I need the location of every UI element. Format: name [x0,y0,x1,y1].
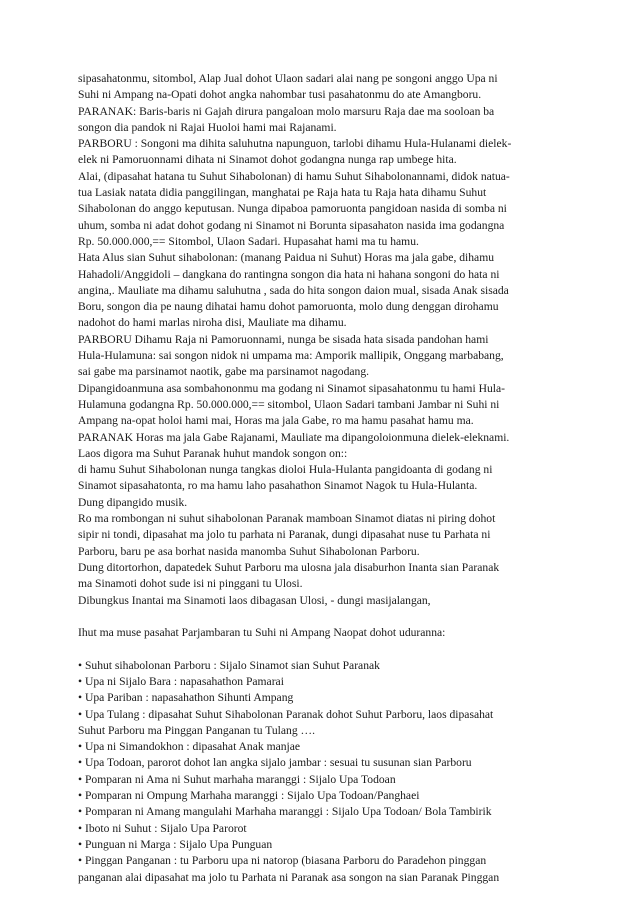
text-line: Alai, (dipasahat hatana tu Suhut Sihabolonan) di hamu Suhut Sihabolonannami, didok natua- [78,169,510,183]
text-line: di hamu Suhut Sihabolonan nunga tangkas dioloi Hula-Hulanta pangidoanta di godang ni [78,463,493,477]
text-line: Suhut Parboru ma Pinggan Panganan tu Tulang …. [78,723,316,737]
bullet-line: • Upa ni Sijalo Bara : napasahathon Pamarai [78,674,284,688]
bullet-line: • Upa Tulang : dipasahat Suhut Sihabolonan Paranak dohot Suhut Parboru, laos dipasahat [78,707,494,721]
text-line: Rp. 50.000.000,== Sitombol, Ulaon Sadari. Hupasahat hami ma tu hamu. [78,234,419,248]
document-page [78,71,562,886]
text-line: angina,. Mauliate ma dihamu saluhutna , sada do hita songon daion mual, sisada Anak sisada [78,283,509,297]
text-line: Ampang na-opat holoi hami mai, Horas ma jala Gabe, ro ma hamu pasahat hamu ma. [78,414,474,428]
text-line: PARANAK: Baris-baris ni Gajah dirura pangaloan molo marsuru Raja dae ma sooloan ba [78,104,495,118]
text-line: ma Sinamoti dohot sude isi ni pinggani tu Ulosi. [78,577,303,591]
text-line: sipasahatonmu, sitombol, Alap Jual dohot Ulaon sadari alai nang pe songoni anggo Upa ni [78,72,498,85]
text-line: Ro ma rombongan ni suhut sihabolonan Paranak mamboan Sinamot diatas ni piring dohot [78,512,496,526]
bullet-line: • Upa Todoan, parorot dohot lan angka sijalo jambar : sesuai tu susunan sian Parboru [78,756,472,770]
blank-line [78,609,562,625]
text-line: songon dia pandok ni Rajai Huoloi hami mai Rajanami. [78,120,337,134]
bullet-line: • Pinggan Panganan : tu Parboru upa ni natorop (biasana Parboru do Paradehon pinggan [78,854,487,868]
bullet-line: • Pomparan ni Ompung Marhaha maranggi : Sijalo Upa Todoan/Panghaei [78,789,420,803]
text-line: Suhi ni Ampang na-Opati dohot angka nahombar tusi pasahatonmu do ate Amangboru. [78,88,482,102]
text-line: Hula-Hulamuna: sai songon nidok ni umpama ma: Amporik mallipik, Onggang marbabang, [78,349,504,363]
text-line: PARANAK Horas ma jala Gabe Rajanami, Mauliate ma dipangoloionmuna dielek-eleknami. [78,430,510,444]
text-line: tua Lasiak natata didia panggilingan, manghatai pe Raja hata tu Raja hata dihamu Suhut [78,186,487,200]
text-line: Hahadoli/Anggidoli – dangkana do rantingna songon dia hata ni hahana songoni do hata ni [78,267,500,281]
bullet-line: • Suhut sihabolonan Parboru : Sijalo Sinamot sian Suhut Paranak [78,658,380,672]
bullet-line: • Punguan ni Marga : Sijalo Upa Punguan [78,837,273,851]
text-line: Dung ditortorhon, dapatedek Suhut Parboru ma ulosna jala disaburhon Inanta sian Paranak [78,560,500,574]
text-line: PARBORU Dihamu Raja ni Pamoruonnami, nunga be sisada hata sisada pandohan hami [78,332,489,346]
text-line: uhum, somba ni adat dohot godang ni Sinamot ni Borunta sipasahaton nasida ima godangna [78,218,505,232]
text-line: PARBORU : Songoni ma dihita saluhutna napunguon, tarlobi dihamu Hula-Hulanami dielek- [78,137,512,151]
text-line: Boru, songon dia pe naung dihatai hamu dohot pamoruonta, molo dung denggan dirohamu [78,300,499,314]
text-line: Hata Alus sian Suhut sihabolonan: (manang Paidua ni Suhut) Horas ma jala gabe, dihamu [78,251,495,265]
bullet-line: • Iboto ni Suhut : Sijalo Upa Parorot [78,821,247,835]
blank-line [78,641,562,657]
text-line: Hulamuna godangna Rp. 50.000.000,== sitombol, Ulaon Sadari tambani Jambar ni Suhi ni [78,397,500,411]
bullet-line: • Pomparan ni Ama ni Suhut marhaha maranggi : Sijalo Upa Todoan [78,772,396,786]
text-line: nadohot do hami marlas niroha disi, Mauliate ma dihamu. [78,316,347,330]
text-line: panganan alai dipasahat ma jolo tu Parhata ni Paranak asa songon na sian Paranak Pinggan [78,870,500,884]
text-line: Ihut ma muse pasahat Parjambaran tu Suhi ni Ampang Naopat dohot uduranna: [78,626,446,640]
bullet-line: • Upa Pariban : napasahathon Sihunti Ampang [78,691,294,705]
text-line: Dung dipangido musik. [78,495,188,509]
bullet-line: • Pomparan ni Amang mangulahi Marhaha maranggi : Sijalo Upa Todoan/ Bola Tambirik [78,805,492,819]
text-line: Dipangidoanmuna asa sombahononmu ma godang ni Sinamot sipasahatonmu tu hami Hula- [78,381,505,395]
text-line: Sihabolonan do anggo keputusan. Nunga dipaboa pamoruonta pangidoan nasida di somba ni [78,202,507,216]
text-line: Dibungkus Inantai ma Sinamoti laos dibagasan Ulosi, - dungi masijalangan, [78,593,431,607]
text-line: Laos digora ma Suhut Paranak huhut mandok songon on:: [78,446,348,460]
text-line: sai gabe ma parsinamot naotik, gabe ma parsinamot nagodang. [78,365,370,379]
text-line: Sinamot sipasahatonta, ro ma hamu laho pasahathon Sinamot Nagok tu Hula-Hulanta. [78,479,478,493]
bullet-line: • Upa ni Simandokhon : dipasahat Anak manjae [78,740,301,754]
text-line: elek ni Pamoruonnami dihata ni Sinamot dohot godangna nunga rap umbege hita. [78,153,457,167]
text-line: Parboru, baru pe asa borhat nasida manomba Suhut Sihabolonan Parboru. [78,544,420,558]
text-line: sipir ni tondi, dipasahat ma jolo tu parhata ni Paranak, dungi dipasahat nuse tu Parhata ni [78,528,491,542]
